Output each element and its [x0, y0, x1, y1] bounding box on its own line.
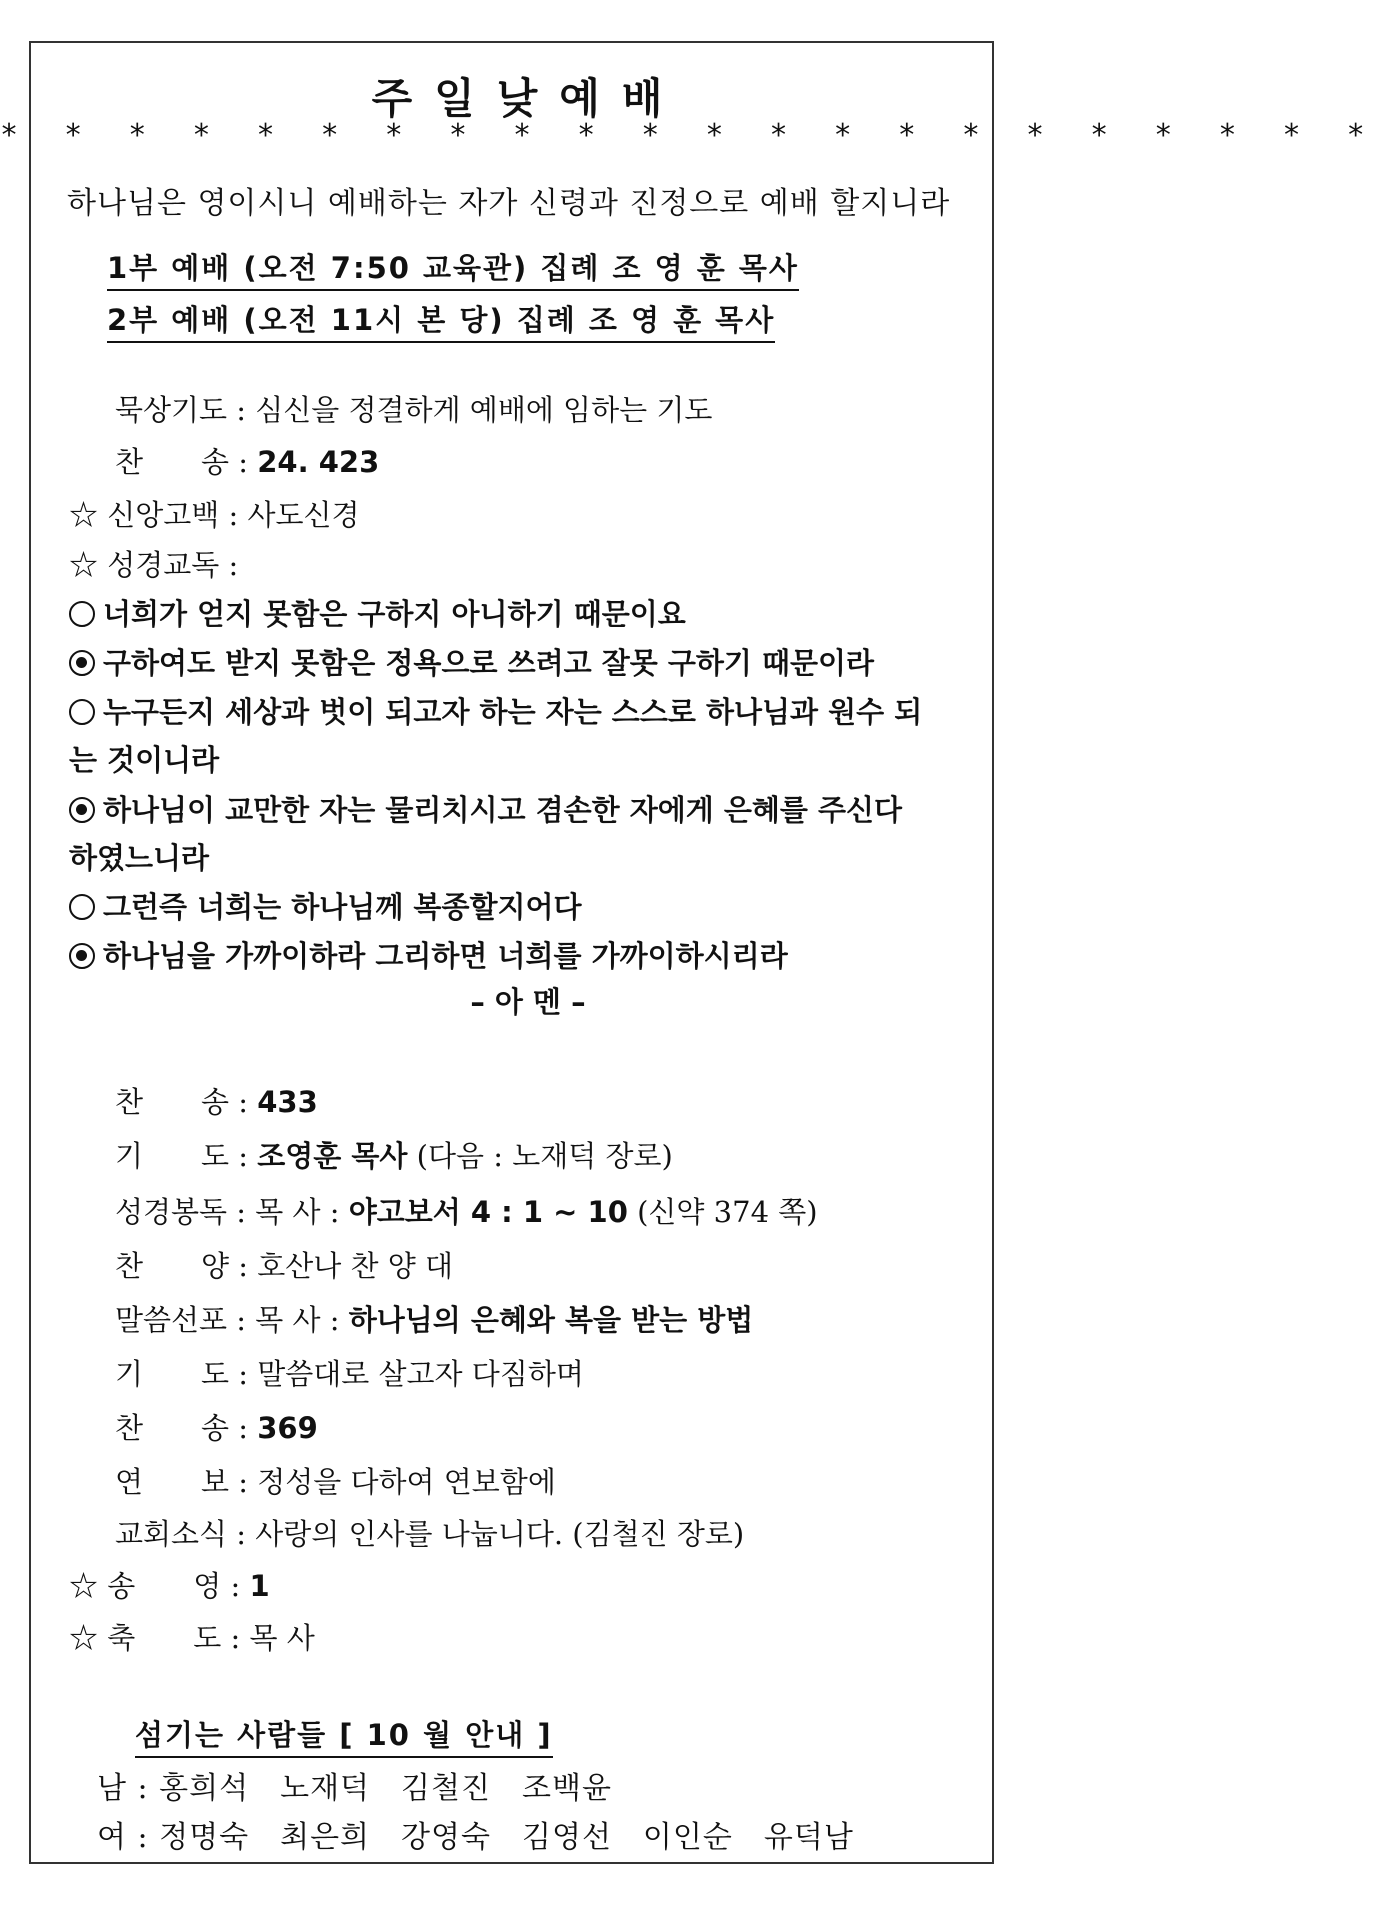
responsive-reading-label: ☆ 성경교독 :	[69, 548, 239, 582]
sermon-row	[115, 1298, 753, 1339]
opening-hymn-row	[115, 440, 379, 481]
page-title: 주일낮예배	[371, 74, 685, 123]
open-circle-icon	[69, 894, 95, 920]
reading-line: 그런즉 너희는 하나님께 복종할지어다	[69, 885, 582, 926]
choir-row	[115, 1244, 453, 1285]
opening-hymn-value: 24. 423	[257, 445, 380, 479]
order-label: 성경봉독 :	[115, 1195, 247, 1229]
scripture-reading-row	[115, 1190, 818, 1231]
order-value: 하나님의 은혜와 복을 받는 방법	[348, 1303, 754, 1337]
order-value: 조영훈 목사	[257, 1139, 408, 1173]
motto-text: 하나님은 영이시니 예배하는 자가 신령과 진정으로 예배 할지니라	[67, 186, 951, 221]
order-label: ☆ 축 도 :	[69, 1621, 241, 1655]
order-extra: 사랑의 인사를 나눕니다. (김철진 장로)	[255, 1517, 745, 1551]
amen-text: – 아 멘 –	[470, 985, 586, 1019]
reading-line: 하나님이 교만한 자는 물리치시고 겸손한 자에게 은혜를 주신다	[69, 788, 902, 829]
creed-value: 사도신경	[247, 498, 360, 532]
benediction-row	[69, 1616, 315, 1657]
opening-hymn-label: 찬 송 :	[115, 445, 249, 479]
order-value: 433	[257, 1085, 318, 1119]
open-circle-icon	[69, 699, 95, 725]
ushers-women: 여 : 정명숙 최은희 강영숙 김영선 이인순 유덕남	[97, 1820, 854, 1855]
order-label: 연 보 :	[115, 1465, 249, 1499]
order-label: 말씀선포 :	[115, 1303, 247, 1337]
doxology-row	[69, 1564, 270, 1605]
silent-prayer-label: 묵상기도 :	[115, 393, 247, 427]
order-pre: 목 사 :	[255, 1303, 340, 1337]
order-label: 찬 양 :	[115, 1249, 249, 1283]
order-value: 1	[249, 1569, 270, 1603]
order-extra: 호산나 찬 양 대	[257, 1249, 453, 1283]
order-label: 찬 송 :	[115, 1411, 249, 1445]
order-value: 369	[257, 1411, 318, 1445]
order-extra: 말씀대로 살고자 다짐하며	[257, 1357, 584, 1391]
star-divider: * * * * * * * * * * * * * * * * * * * * * *	[0, 118, 1379, 153]
order-label: 교회소식 :	[115, 1517, 247, 1551]
order-extra: (다음 : 노재덕 장로)	[416, 1139, 673, 1173]
filled-circle-icon	[69, 650, 95, 676]
silent-prayer-value: 심신을 정결하게 예배에 임하는 기도	[255, 393, 713, 427]
open-circle-icon	[69, 601, 95, 627]
service-2: 2부 예배 (오전 11시 본 당) 집례 조 영 훈 목사	[107, 298, 775, 343]
order-pre: 목 사 :	[255, 1195, 340, 1229]
order-extra: 목 사	[249, 1621, 315, 1655]
order-label: 찬 송 :	[115, 1085, 249, 1119]
order-extra: (신약 374 쪽)	[637, 1195, 818, 1229]
prayer-row	[115, 1134, 673, 1175]
ushers-men: 남 : 홍희석 노재덕 김철진 조백윤	[97, 1771, 612, 1806]
reading-line: 누구든지 세상과 벗이 되고자 하는 자는 스스로 하나님과 원수 되	[69, 690, 922, 731]
prayer-response-row	[115, 1352, 584, 1393]
reading-line: 너희가 얻지 못함은 구하지 아니하기 때문이요	[69, 592, 686, 633]
ushers-title: 섬기는 사람들 [ 10 월 안내 ]	[135, 1713, 553, 1758]
silent-prayer-row	[115, 388, 712, 429]
reading-line: 하나님을 가까이하라 그리하면 너희를 가까이하시리라	[69, 934, 788, 975]
order-value: 야고보서 4 : 1 ~ 10	[348, 1195, 628, 1229]
filled-circle-icon	[69, 797, 95, 823]
creed-label: ☆ 신앙고백 :	[69, 498, 239, 532]
reading-line: 구하여도 받지 못함은 정욕으로 쓰려고 잘못 구하기 때문이라	[69, 641, 874, 682]
hymn-row	[115, 1080, 318, 1121]
service-1: 1부 예배 (오전 7:50 교육관) 집례 조 영 훈 목사	[107, 246, 799, 291]
church-news-row	[115, 1512, 744, 1553]
order-extra: 정성을 다하여 연보함에	[257, 1465, 556, 1499]
order-label: 기 도 :	[115, 1357, 249, 1391]
reading-line-continued: 는 것이니라	[69, 743, 220, 777]
order-label: ☆ 송 영 :	[69, 1569, 241, 1603]
filled-circle-icon	[69, 943, 95, 969]
offering-row	[115, 1460, 556, 1501]
order-label: 기 도 :	[115, 1139, 249, 1173]
reading-line-continued: 하였느니라	[69, 841, 210, 875]
closing-hymn-row	[115, 1406, 318, 1447]
creed-row	[69, 493, 360, 534]
